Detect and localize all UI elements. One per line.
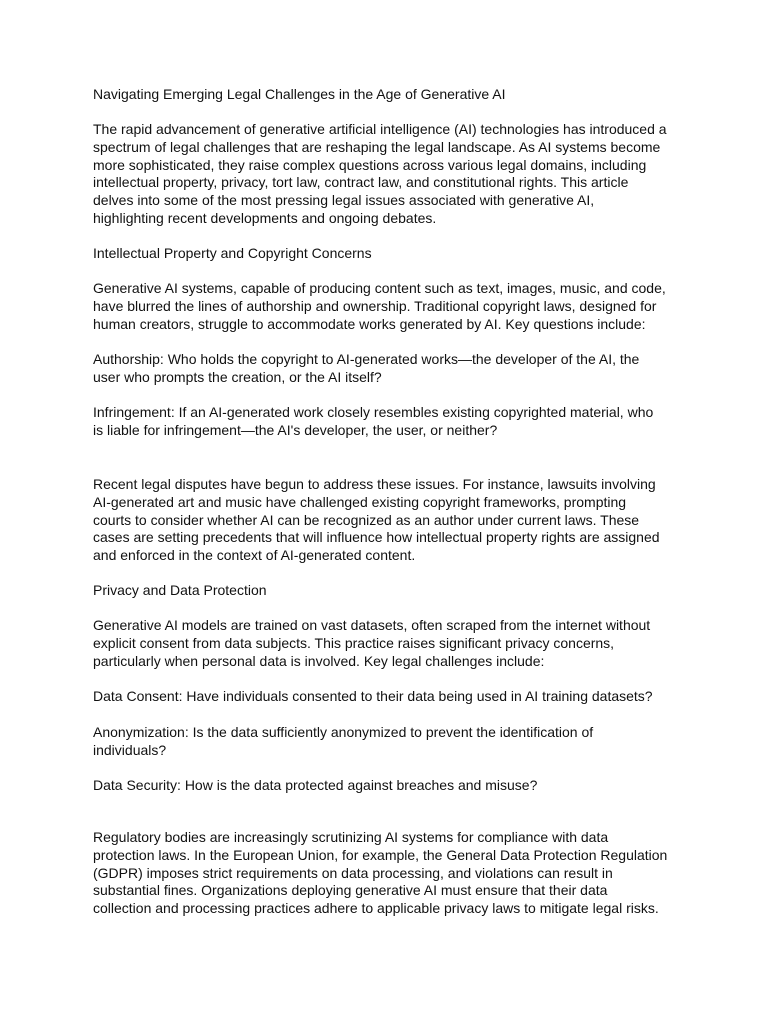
paragraph-line: have blurred the lines of authorship and ownership. Traditional copyright laws, designed for [93, 297, 657, 314]
authorship-item [93, 351, 639, 387]
paragraph-line: and enforced in the context of AI-generated content. [93, 547, 416, 564]
anonymization-item [93, 724, 593, 760]
privacy-section-heading [93, 582, 267, 600]
heading-line: Privacy and Data Protection [93, 582, 267, 598]
paragraph-line: highlighting recent developments and ongoing debates. [93, 209, 437, 226]
data-security-item [93, 777, 537, 795]
paragraph-line: intellectual property, privacy, tort law, contract law, and constitutional rights. This article [93, 174, 629, 191]
paragraph-line: substantial fines. Organizations deploying generative AI must ensure that their data [93, 882, 608, 899]
intro-paragraph [93, 121, 667, 228]
paragraph-line: courts to consider whether AI can be recognized as an author under current laws. These [93, 511, 640, 528]
paragraph-line: is liable for infringement—the AI's developer, the user, or neither? [93, 421, 498, 438]
privacy-paragraph [93, 617, 650, 670]
regulatory-paragraph [93, 829, 667, 918]
paragraph-line: spectrum of legal challenges that are reshaping the legal landscape. As AI systems become [93, 138, 661, 155]
title-line: Navigating Emerging Legal Challenges in the Age of Generative AI [93, 86, 506, 102]
paragraph-line: Regulatory bodies are increasingly scrutinizing AI systems for compliance with data [93, 829, 609, 845]
paragraph-line: Infringement: If an AI-generated work closely resembles existing copyrighted material, who [93, 404, 654, 420]
paragraph-line: Data Security: How is the data protected against breaches and misuse? [93, 777, 538, 793]
paragraph-line: particularly when personal data is involved. Key legal challenges include: [93, 652, 545, 669]
paragraph-line: The rapid advancement of generative artificial intelligence (AI) technologies has introduced a [93, 121, 667, 137]
document-title [93, 86, 506, 104]
data-consent-item [93, 688, 653, 706]
paragraph-line: cases are setting precedents that will influence how intellectual property rights are assigned [93, 529, 660, 546]
paragraph-line: user who prompts the creation, or the AI itself? [93, 368, 382, 385]
infringement-item [93, 404, 653, 440]
disputes-paragraph [93, 476, 660, 565]
heading-line: Intellectual Property and Copyright Concerns [93, 245, 372, 261]
paragraph-line: collection and processing practices adhere to applicable privacy laws to mitigate legal risks. [93, 900, 659, 917]
paragraph-line: explicit consent from data subjects. This practice raises significant privacy concerns, [93, 634, 615, 651]
paragraph-line: Data Consent: Have individuals consented to their data being used in AI training datasets? [93, 688, 653, 704]
paragraph-line: Anonymization: Is the data sufficiently anonymized to prevent the identification of [93, 724, 594, 740]
paragraph-line: (GDPR) imposes strict requirements on data processing, and violations can result in [93, 864, 613, 881]
ip-section-heading [93, 245, 372, 263]
paragraph-line: delves into some of the most pressing legal issues associated with generative AI, [93, 192, 595, 209]
paragraph-line: Recent legal disputes have begun to address these issues. For instance, lawsuits involving [93, 476, 656, 492]
paragraph-line: more sophisticated, they raise complex questions across various legal domains, including [93, 156, 647, 173]
paragraph-line: Generative AI models are trained on vast datasets, often scraped from the internet without [93, 617, 651, 633]
paragraph-line: AI-generated art and music have challenged existing copyright frameworks, prompting [93, 493, 627, 510]
paragraph-line: Generative AI systems, capable of producing content such as text, images, music, and code, [93, 280, 666, 296]
paragraph-line: protection laws. In the European Union, for example, the General Data Protection Regulation [93, 846, 668, 863]
paragraph-line: individuals? [93, 741, 167, 758]
ip-paragraph [93, 280, 666, 333]
paragraph-line: Authorship: Who holds the copyright to AI-generated works—the developer of the AI, the [93, 351, 640, 367]
paragraph-line: human creators, struggle to accommodate works generated by AI. Key questions include: [93, 315, 646, 332]
